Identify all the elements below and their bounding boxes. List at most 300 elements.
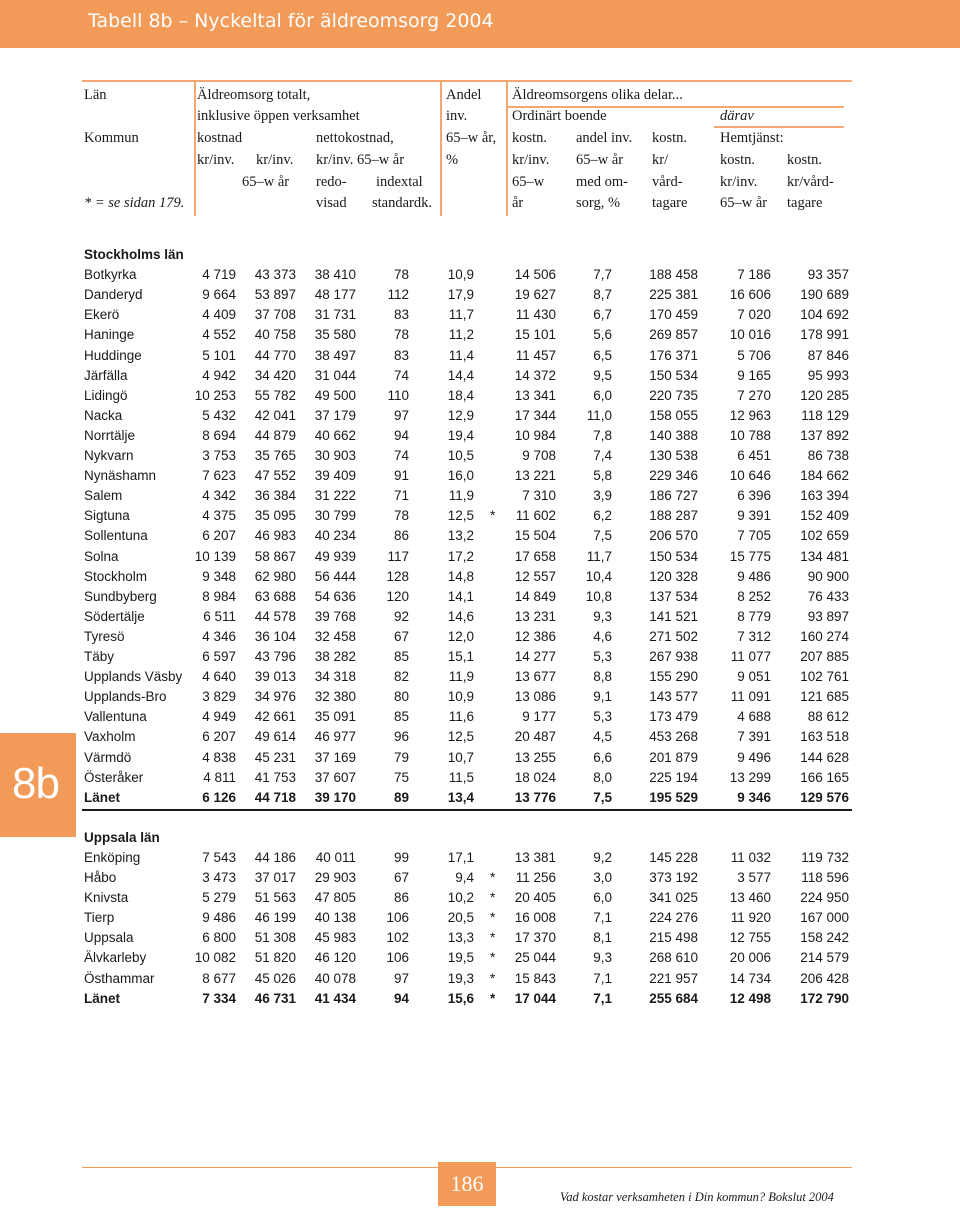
cell-value: 12 963	[729, 407, 771, 423]
cell-value: 7 020	[737, 307, 771, 323]
cell-value: 94	[393, 427, 409, 443]
cell-value: 16 008	[514, 910, 556, 926]
cell-value: 79	[393, 749, 409, 765]
cell-value: 37 179	[314, 407, 356, 423]
header-kostn-4: år	[512, 195, 524, 211]
cell-value: 221 957	[649, 970, 698, 986]
cell-value: 9 348	[202, 568, 236, 584]
cell-value: 220 735	[649, 387, 698, 403]
cell-value: 17 044	[514, 990, 556, 1006]
cell-value: 74	[393, 367, 409, 383]
municipality-name: Täby	[84, 649, 115, 664]
cell-value: 9,3	[593, 950, 612, 966]
cell-value: 9,4	[455, 870, 474, 885]
header-andel-2: inv.	[446, 108, 468, 124]
cell-value: 10 646	[729, 468, 771, 484]
municipality-name: Södertälje	[84, 608, 145, 624]
cell-value: 10 016	[729, 327, 771, 343]
cell-value: 43 796	[254, 649, 296, 664]
table-row	[0, 607, 960, 627]
table-row	[0, 587, 960, 607]
cell-value: 9 346	[737, 789, 771, 805]
cell-value: 10,5	[447, 448, 474, 463]
section-tab-label: 8b	[12, 759, 59, 808]
municipality-name: Järfälla	[84, 367, 128, 383]
cell-value: 62 980	[254, 568, 296, 584]
cell-value: 17 344	[514, 407, 556, 423]
cell-value: 51 563	[254, 890, 296, 906]
cell-value: 34 976	[254, 689, 296, 705]
cell-value: 206 428	[800, 970, 849, 986]
cell-value: 36 104	[254, 628, 296, 644]
cell-value: 4 688	[737, 709, 771, 725]
header-andel-3: 65–w år,	[446, 130, 497, 146]
cell-value: 12 498	[729, 990, 771, 1006]
cell-value: 152 409	[800, 508, 849, 524]
table-row	[0, 908, 960, 928]
cell-value: 46 120	[314, 950, 356, 966]
cell-value: 11,9	[448, 669, 474, 685]
municipality-name: Upplands-Bro	[84, 689, 167, 705]
cell-value: 9 708	[522, 448, 556, 463]
cell-value: 15 504	[514, 528, 556, 544]
cell-value: 12,5	[447, 508, 474, 524]
cell-value: 373 192	[649, 870, 698, 885]
municipality-name: Värmdö	[84, 749, 132, 765]
cell-value: 47 805	[314, 890, 356, 906]
cell-value: 19,4	[447, 427, 474, 443]
header-divider-1	[194, 80, 196, 216]
page-title: Tabell 8b – Nyckeltal för äldreomsorg 2004	[88, 10, 494, 32]
cell-value: 74	[393, 448, 409, 463]
cell-value: 12 557	[514, 568, 556, 584]
cell-value: 269 857	[649, 327, 698, 343]
cell-value: 46 199	[254, 910, 296, 926]
cell-value: 5,6	[593, 327, 612, 343]
footnote-marker: *	[490, 890, 496, 906]
cell-value: 46 977	[314, 729, 356, 745]
cell-value: 44 578	[254, 608, 296, 624]
cell-value: 13 776	[514, 789, 556, 805]
cell-value: 39 013	[254, 669, 296, 685]
cell-value: 35 765	[254, 448, 296, 463]
cell-value: 453 268	[649, 729, 698, 745]
cell-value: 341 025	[649, 890, 698, 906]
table-row	[0, 386, 960, 406]
cell-value: 34 318	[314, 669, 356, 685]
cell-value: 37 017	[254, 870, 296, 885]
table-row	[0, 928, 960, 948]
cell-value: 106	[386, 910, 409, 926]
cell-value: 225 381	[649, 287, 698, 303]
cell-value: 4 640	[202, 669, 236, 685]
header-ht-vt-2: kr/vård-	[787, 174, 834, 190]
cell-value: 47 552	[254, 468, 296, 484]
cell-value: 11 032	[730, 849, 771, 865]
cell-value: 19,5	[447, 950, 474, 966]
cell-value: 6 451	[737, 448, 771, 463]
cell-value: 8 252	[737, 588, 771, 604]
cell-value: 85	[393, 709, 409, 725]
header-divider-2	[440, 80, 442, 216]
cell-value: 7,7	[593, 267, 612, 283]
municipality-name: Älvkarleby	[84, 950, 147, 966]
cell-value: 75	[393, 769, 409, 785]
table-row	[0, 285, 960, 305]
cell-value: 155 290	[649, 669, 698, 685]
cell-value: 13 341	[514, 387, 556, 403]
table-row	[0, 265, 960, 285]
cell-value: 6,6	[593, 749, 612, 765]
cell-value: 225 194	[649, 769, 698, 785]
cell-value: 4 409	[202, 307, 236, 323]
cell-value: 12 755	[729, 930, 771, 946]
cell-value: 7 705	[737, 528, 771, 544]
header-ht-kostn-2: kr/inv.	[720, 174, 758, 190]
cell-value: 41 753	[254, 769, 296, 785]
cell-value: 20 006	[729, 950, 771, 966]
cell-value: 10 984	[514, 427, 556, 443]
municipality-name: Solna	[84, 548, 119, 564]
cell-value: 13,2	[447, 528, 474, 544]
cell-value: 71	[393, 488, 409, 504]
cell-value: 5 706	[737, 347, 771, 363]
table-row	[0, 567, 960, 587]
table-row	[0, 848, 960, 868]
cell-value: 99	[393, 849, 409, 865]
cell-value: 87 846	[807, 347, 849, 363]
cell-value: 7,5	[593, 528, 612, 544]
header-totalt-1: Äldreomsorg totalt,	[197, 87, 311, 103]
cell-value: 267 938	[649, 649, 698, 664]
header-kostn-vt-1: kostn.	[652, 130, 688, 146]
cell-value: 10,9	[447, 689, 474, 705]
cell-value: 11 256	[515, 870, 556, 885]
cell-value: 9 486	[202, 910, 236, 926]
cell-value: 140 388	[649, 427, 698, 443]
cell-value: 141 521	[649, 608, 698, 624]
cell-value: 145 228	[649, 849, 698, 865]
cell-value: 5 101	[202, 347, 236, 363]
cell-value: 13 221	[514, 468, 556, 484]
cell-value: 11 920	[730, 910, 771, 926]
cell-value: 9,1	[593, 689, 612, 705]
cell-value: 271 502	[649, 628, 698, 644]
cell-value: 54 636	[314, 588, 356, 604]
municipality-name: Länet	[84, 789, 121, 805]
cell-value: 91	[393, 468, 409, 484]
cell-value: 11,4	[448, 347, 474, 363]
cell-value: 4 346	[202, 628, 236, 644]
header-kostn-2: kr/inv.	[512, 152, 550, 168]
cell-value: 7,1	[593, 910, 612, 926]
cell-value: 55 782	[254, 387, 296, 403]
municipality-name: Huddinge	[84, 347, 142, 363]
cell-value: 45 026	[254, 970, 296, 986]
cell-value: 11,7	[586, 548, 612, 564]
cell-value: 6 207	[202, 528, 236, 544]
cell-value: 9,3	[593, 608, 612, 624]
cell-value: 88 612	[807, 709, 849, 725]
municipality-name: Haninge	[84, 327, 135, 343]
cell-value: 51 308	[254, 930, 296, 946]
table-row	[0, 486, 960, 506]
cell-value: 31 222	[314, 488, 356, 504]
header-darav: därav	[720, 108, 754, 124]
cell-value: 11,6	[448, 709, 474, 725]
cell-value: 11,2	[448, 327, 474, 343]
cell-value: 7,4	[593, 448, 612, 463]
cell-value: 106	[386, 950, 409, 966]
cell-value: 39 170	[314, 789, 356, 805]
cell-value: 17,2	[447, 548, 474, 564]
cell-value: 158 055	[649, 407, 698, 423]
cell-value: 4 942	[202, 367, 236, 383]
county-name: Stockholms län	[84, 247, 184, 262]
cell-value: 8,0	[593, 769, 612, 785]
cell-value: 14 849	[514, 588, 556, 604]
cell-value: 19,3	[447, 970, 474, 986]
header-redo: redo-	[316, 174, 347, 190]
cell-value: 82	[393, 669, 409, 685]
page-number-box	[438, 1162, 496, 1206]
municipality-name: Stockholm	[84, 568, 148, 584]
cell-value: 37 607	[314, 769, 356, 785]
cell-value: 12,0	[447, 628, 474, 644]
cell-value: 7 334	[202, 990, 236, 1006]
cell-value: 14,6	[447, 608, 474, 624]
municipality-name: Ekerö	[84, 307, 120, 323]
cell-value: 45 231	[254, 749, 296, 765]
cell-value: 86 738	[807, 448, 849, 463]
table-row	[0, 305, 960, 325]
cell-value: 11 430	[515, 307, 556, 323]
cell-value: 48 177	[314, 287, 356, 303]
cell-value: 110	[387, 387, 409, 403]
table-row	[0, 506, 960, 526]
cell-value: 3 473	[202, 870, 236, 885]
municipality-name: Sundbyberg	[84, 588, 157, 604]
cell-value: 4 552	[202, 327, 236, 343]
header-kostn-3: 65–w	[512, 174, 545, 190]
header-footnote: * = se sidan 179.	[84, 195, 185, 211]
municipality-name: Länet	[84, 990, 121, 1006]
header-ordinart: Ordinärt boende	[512, 108, 607, 124]
cell-value: 78	[393, 508, 409, 524]
cell-value: 9 391	[737, 508, 771, 524]
cell-value: 4 719	[202, 267, 236, 283]
cell-value: 117	[387, 548, 409, 564]
municipality-name: Norrtälje	[84, 427, 136, 443]
header-hemtjanst: Hemtjänst:	[720, 130, 784, 146]
cell-value: 173 479	[649, 709, 698, 725]
header-divider-3	[506, 80, 508, 216]
cell-value: 17 658	[514, 548, 556, 564]
footnote-marker: *	[490, 950, 496, 966]
footnote-marker: *	[490, 910, 496, 926]
cell-value: 6 511	[203, 608, 236, 624]
cell-value: 10 082	[194, 950, 236, 966]
cell-value: 40 011	[315, 849, 356, 865]
cell-value: 78	[393, 327, 409, 343]
cell-value: 32 458	[314, 628, 356, 644]
cell-value: 3,0	[593, 870, 612, 885]
cell-value: 39 409	[314, 468, 356, 484]
cell-value: 9 165	[737, 367, 771, 383]
cell-value: 143 577	[649, 689, 698, 705]
page-number: 186	[450, 1171, 484, 1196]
cell-value: 112	[387, 287, 409, 303]
municipality-name: Östhammar	[84, 970, 155, 986]
cell-value: 14 506	[514, 267, 556, 283]
cell-value: 9 496	[737, 749, 771, 765]
header-standardk: standardk.	[372, 195, 432, 211]
cell-value: 76 433	[807, 588, 849, 604]
cell-value: 39 768	[314, 608, 356, 624]
cell-value: 10,4	[585, 568, 612, 584]
cell-value: 16 606	[729, 287, 771, 303]
cell-value: 42 041	[254, 407, 296, 423]
cell-value: 102 761	[800, 669, 849, 685]
cell-value: 176 371	[649, 347, 698, 363]
cell-value: 8 677	[202, 970, 236, 986]
cell-value: 14,4	[447, 367, 474, 383]
cell-value: 49 614	[254, 729, 296, 745]
cell-value: 42 661	[254, 709, 296, 725]
cell-value: 38 497	[314, 347, 356, 363]
cell-value: 3 753	[202, 448, 236, 463]
cell-value: 12,5	[447, 729, 474, 745]
cell-value: 20 487	[514, 729, 556, 745]
cell-value: 7 543	[202, 849, 236, 865]
cell-value: 49 939	[314, 548, 356, 564]
municipality-name: Vaxholm	[84, 729, 136, 745]
footnote-marker: *	[490, 508, 496, 524]
cell-value: 104 692	[800, 307, 849, 323]
cell-value: 214 579	[800, 950, 849, 966]
cell-value: 224 276	[649, 910, 698, 926]
cell-value: 167 000	[800, 910, 849, 926]
cell-value: 8,7	[593, 287, 612, 303]
cell-value: 190 689	[800, 287, 849, 303]
cell-value: 11,7	[448, 307, 474, 323]
cell-value: 56 444	[314, 568, 356, 584]
cell-value: 14,1	[447, 588, 474, 604]
table-row	[0, 325, 960, 345]
cell-value: 94	[393, 990, 409, 1006]
cell-value: 10,8	[585, 588, 612, 604]
county-total-row	[0, 989, 960, 1009]
municipality-name: Uppsala	[84, 930, 134, 946]
cell-value: 8 694	[202, 427, 236, 443]
cell-value: 5,8	[593, 468, 612, 484]
cell-value: 17,9	[447, 287, 474, 303]
cell-value: 15 101	[514, 327, 556, 343]
cell-value: 9 664	[202, 287, 236, 303]
cell-value: 4 375	[202, 508, 236, 524]
cell-value: 31 044	[314, 367, 356, 383]
table-row	[0, 627, 960, 647]
cell-value: 11 091	[730, 689, 771, 705]
cell-value: 7,1	[593, 990, 612, 1006]
cell-value: 86	[393, 890, 409, 906]
cell-value: 96	[393, 729, 409, 745]
cell-value: 163 518	[800, 729, 849, 745]
cell-value: 158 242	[800, 930, 849, 946]
cell-value: 17,1	[447, 849, 474, 865]
cell-value: 7 310	[522, 488, 556, 504]
cell-value: 6,0	[593, 890, 612, 906]
cell-value: 7 391	[737, 729, 771, 745]
municipality-name: Vallentuna	[84, 709, 147, 725]
header-kr-inv-2: kr/inv.	[256, 152, 294, 168]
table-row	[0, 748, 960, 768]
municipality-name: Salem	[84, 488, 123, 504]
cell-value: 78	[393, 267, 409, 283]
cell-value: 9,2	[593, 849, 612, 865]
cell-value: 4 949	[202, 709, 236, 725]
cell-value: 9 177	[522, 709, 556, 725]
cell-value: 38 410	[314, 267, 356, 283]
table-row	[0, 868, 960, 888]
cell-value: 13 460	[729, 890, 771, 906]
cell-value: 16,0	[447, 468, 474, 484]
cell-value: 97	[393, 407, 409, 423]
table-row	[0, 466, 960, 486]
cell-value: 120 328	[649, 568, 698, 584]
cell-value: 7,8	[593, 427, 612, 443]
cell-value: 7 312	[737, 628, 771, 644]
cell-value: 9 486	[737, 568, 771, 584]
municipality-name: Lidingö	[84, 387, 128, 403]
cell-value: 15 775	[729, 548, 771, 564]
header-kr-inv-65: kr/inv. 65–w år	[316, 152, 405, 168]
cell-value: 30 799	[314, 508, 356, 524]
footer-text: Vad kostar verksamheten i Din kommun? Bokslut 2004	[560, 1190, 834, 1204]
cell-value: 11,9	[448, 488, 474, 504]
cell-value: 7,5	[593, 789, 612, 805]
cell-value: 46 731	[254, 990, 296, 1006]
cell-value: 13 231	[514, 608, 556, 624]
cell-value: 14,8	[447, 568, 474, 584]
cell-value: 40 662	[314, 427, 356, 443]
cell-value: 51 820	[254, 950, 296, 966]
cell-value: 15,6	[447, 990, 474, 1006]
municipality-name: Nynäshamn	[84, 468, 157, 484]
cell-value: 13 255	[514, 749, 556, 765]
cell-value: 13,3	[447, 930, 474, 946]
cell-value: 80	[393, 689, 409, 705]
cell-value: 11 077	[730, 649, 771, 664]
table-row	[0, 707, 960, 727]
cell-value: 7 186	[737, 267, 771, 283]
cell-value: 10,7	[447, 749, 474, 765]
cell-value: 120	[386, 588, 409, 604]
cell-value: 255 684	[649, 990, 698, 1006]
cell-value: 8,1	[593, 930, 612, 946]
cell-value: 8,8	[593, 669, 612, 685]
county-heading-row	[0, 828, 960, 848]
cell-value: 14 277	[514, 649, 556, 664]
cell-value: 30 903	[314, 448, 356, 463]
cell-value: 4 342	[202, 488, 236, 504]
cell-value: 41 434	[314, 990, 356, 1006]
cell-value: 10 253	[194, 387, 236, 403]
cell-value: 35 095	[254, 508, 296, 524]
cell-value: 95 993	[807, 367, 849, 383]
municipality-name: Tyresö	[84, 628, 125, 644]
cell-value: 6,2	[593, 508, 612, 524]
